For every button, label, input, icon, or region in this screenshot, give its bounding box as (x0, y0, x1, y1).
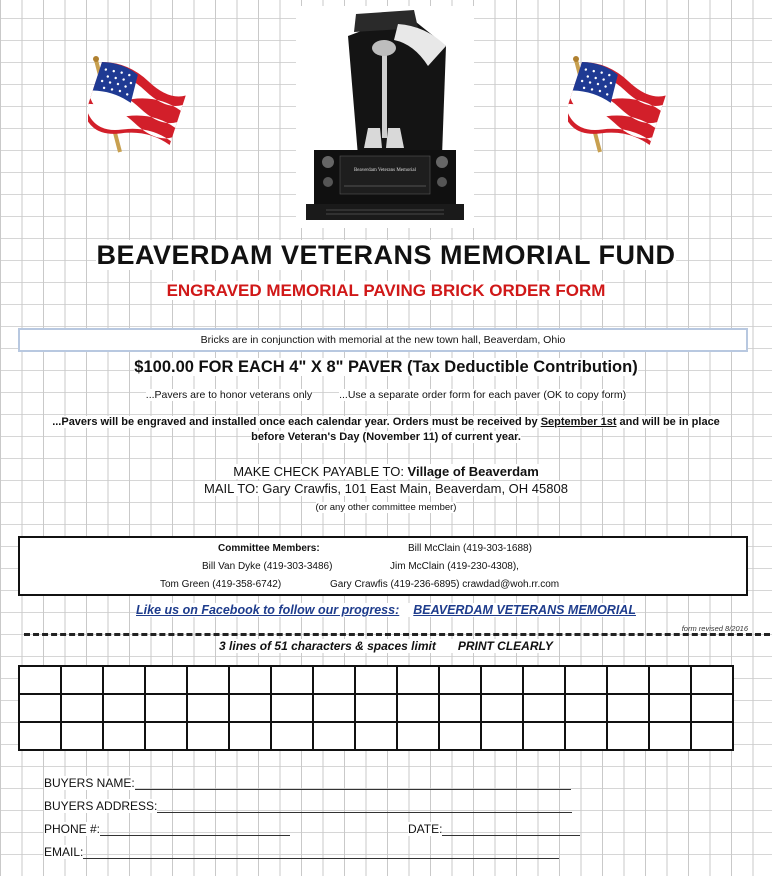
grid-cell[interactable] (523, 666, 565, 694)
committee-member: Tom Green (419-358-6742) (160, 579, 282, 590)
grid-cell[interactable] (271, 666, 313, 694)
print-clearly-label: PRINT CLEARLY (457, 639, 553, 653)
memorial-monument-image (296, 6, 474, 228)
grid-cell[interactable] (439, 666, 481, 694)
grid-cell[interactable] (523, 722, 565, 750)
grid-cell[interactable] (649, 694, 691, 722)
paver-rules-line (0, 389, 772, 401)
grid-cell[interactable] (691, 722, 733, 750)
grid-cell[interactable] (61, 722, 103, 750)
grid-cell[interactable] (229, 666, 271, 694)
form-revised-date: form revised 8/2016 (681, 624, 748, 633)
grid-cell[interactable] (271, 722, 313, 750)
date-field (408, 822, 580, 836)
deadline-date: September 1st (540, 416, 617, 428)
grid-row (19, 722, 733, 750)
grid-cell[interactable] (61, 666, 103, 694)
grid-cell[interactable] (229, 694, 271, 722)
grid-cell[interactable] (481, 666, 523, 694)
grid-row (19, 694, 733, 722)
grid-cell[interactable] (187, 722, 229, 750)
grid-row (19, 666, 733, 694)
grid-cell[interactable] (187, 694, 229, 722)
grid-cell[interactable] (649, 722, 691, 750)
date-label: DATE: (408, 822, 443, 836)
grid-cell[interactable] (607, 694, 649, 722)
grid-cell[interactable] (397, 694, 439, 722)
grid-cell[interactable] (355, 694, 397, 722)
grid-cell[interactable] (145, 722, 187, 750)
american-flag-right-icon (568, 50, 678, 160)
committee-member: Jim McClain (419-230-4308), (390, 561, 519, 572)
grid-cell[interactable] (313, 694, 355, 722)
grid-cell[interactable] (103, 694, 145, 722)
grid-cell[interactable] (271, 694, 313, 722)
engraving-character-grid (18, 665, 734, 751)
facebook-note: Like us on Facebook to follow our progress: BEAVERDAM VETERANS MEMORIAL (136, 603, 636, 617)
page-subtitle: ENGRAVED MEMORIAL PAVING BRICK ORDER FORM (166, 281, 606, 300)
date-input[interactable] (442, 823, 580, 836)
grid-cell[interactable] (565, 694, 607, 722)
memorial-plaque-text: Beaverdam Veterans Memorial (353, 168, 417, 173)
grid-cell[interactable] (691, 694, 733, 722)
grid-cell[interactable] (607, 722, 649, 750)
grid-cell[interactable] (565, 722, 607, 750)
american-flag-left-icon (88, 50, 198, 160)
payable-name: Village of Beaverdam (407, 464, 539, 479)
grid-cell[interactable] (187, 666, 229, 694)
grid-cell[interactable] (439, 722, 481, 750)
payable-label: MAKE CHECK PAYABLE TO: (233, 464, 408, 479)
buyers-name-field (44, 776, 571, 790)
committee-heading: Committee Members: (218, 543, 320, 554)
buyers-address-label: BUYERS ADDRESS: (44, 799, 158, 813)
grid-cell[interactable] (565, 666, 607, 694)
grid-cell[interactable] (61, 694, 103, 722)
committee-member: Bill McClain (419-303-1688) (408, 543, 532, 554)
mail-to-note: (or any other committee member) (315, 502, 457, 513)
grid-cell[interactable] (19, 694, 61, 722)
memorial-location-note: Bricks are in conjunction with memorial at the new town hall, Beaverdam, Ohio (18, 328, 748, 352)
committee-member: Gary Crawfis (419-236-6895) crawdad@woh.rr.com (330, 579, 560, 590)
phone-field (44, 822, 290, 836)
grid-cell[interactable] (19, 666, 61, 694)
email-input[interactable] (83, 846, 559, 859)
committee-member: Bill Van Dyke (419-303-3486) (202, 561, 333, 572)
engraving-schedule-note: ...Pavers will be engraved and installed once each calendar year. Orders must be received by September 1st and will be in place before Veteran's Day (November 11) of current year. (52, 416, 720, 443)
email-label: EMAIL: (44, 845, 84, 859)
grid-cell[interactable] (649, 666, 691, 694)
grid-cell[interactable] (355, 722, 397, 750)
page-title: BEAVERDAM VETERANS MEMORIAL FUND (96, 240, 676, 270)
grid-cell[interactable] (481, 722, 523, 750)
mail-to-address: MAIL TO: Gary Crawfis, 101 East Main, Beaverdam, OH 45808 (204, 481, 568, 496)
grid-cell[interactable] (355, 666, 397, 694)
committee-members-box (18, 536, 748, 596)
grid-cell[interactable] (145, 666, 187, 694)
grid-cell[interactable] (145, 694, 187, 722)
buyers-name-label: BUYERS NAME: (44, 776, 135, 790)
grid-cell[interactable] (103, 666, 145, 694)
grid-cell[interactable] (523, 694, 565, 722)
facebook-link[interactable]: BEAVERDAM VETERANS MEMORIAL (413, 603, 636, 617)
email-field (44, 845, 559, 859)
buyers-address-field (44, 799, 572, 813)
rule-veterans-only: ...Pavers are to honor veterans only (145, 389, 313, 401)
buyers-address-input[interactable] (157, 800, 572, 813)
grid-cell[interactable] (229, 722, 271, 750)
phone-label: PHONE #: (44, 822, 101, 836)
grid-cell[interactable] (313, 722, 355, 750)
paver-price: $100.00 FOR EACH 4" X 8" PAVER (Tax Deductible Contribution) (134, 358, 638, 376)
rule-separate-form: ...Use a separate order form for each paver (OK to copy form) (339, 389, 627, 401)
grid-cell[interactable] (103, 722, 145, 750)
grid-cell[interactable] (691, 666, 733, 694)
grid-cell[interactable] (313, 666, 355, 694)
phone-input[interactable] (100, 823, 290, 836)
cut-line-divider (24, 633, 770, 636)
payment-instructions (0, 463, 772, 516)
character-limit-note: 3 lines of 51 characters & spaces limit PRINT CLEARLY (219, 639, 553, 653)
grid-cell[interactable] (19, 722, 61, 750)
grid-cell[interactable] (607, 666, 649, 694)
grid-cell[interactable] (397, 666, 439, 694)
grid-cell[interactable] (439, 694, 481, 722)
grid-cell[interactable] (481, 694, 523, 722)
buyers-name-input[interactable] (135, 777, 571, 790)
grid-cell[interactable] (397, 722, 439, 750)
